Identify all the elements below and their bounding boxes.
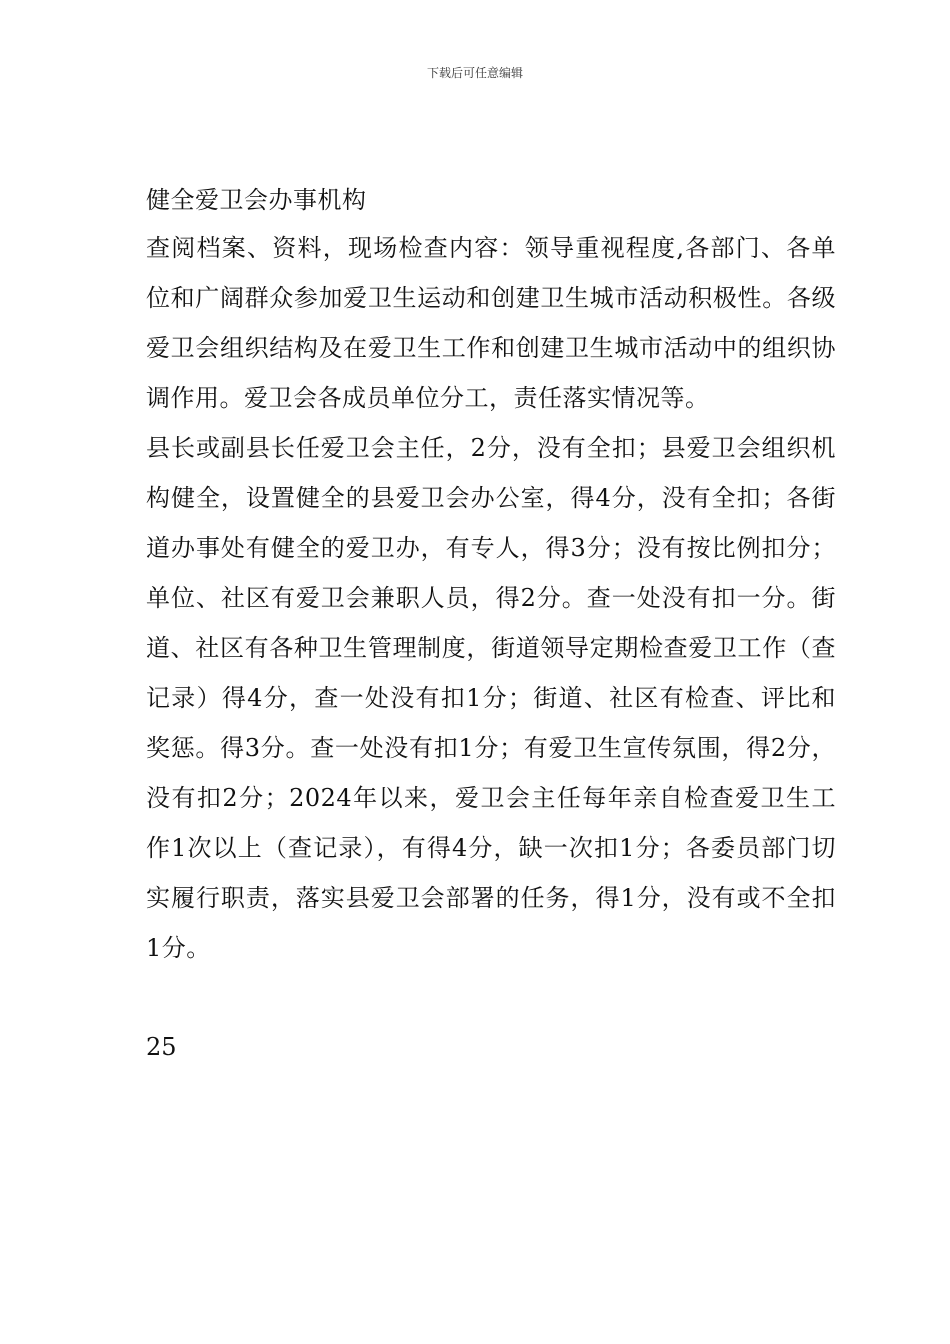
- page-header: 下载后可任意编辑: [426, 66, 523, 80]
- section-heading: 健全爱卫会办事机构: [146, 186, 367, 214]
- paragraph-inspection-content: 查阅档案、资料，现场检查内容：领导重视程度,各部门、各单位和广阔群众参加爱卫生运动和创建卫生城市活动积极性。各级爱卫会组织结构及在爱卫生工作和创建卫生城市活动中的组织协调作用。爱卫会各成员单位分工，责任落实情况等。: [146, 234, 836, 412]
- document-body: [146, 178, 836, 973]
- paragraph-scoring-criteria: 县长或副县长任爱卫会主任，2分，没有全扣；县爱卫会组织机构健全，设置健全的县爱卫会办公室，得4分，没有全扣；各街道办事处有健全的爱卫办，有专人，得3分；没有按比例扣分；单位、社区有爱卫会兼职人员，得2分。查一处没有扣一分。街道、社区有各种卫生管理制度，街道领导定期检查爱卫工作（查记录）得4分，查一处没有扣1分；街道、社区有检查、评比和奖惩。得3分。查一处没有扣1分；有爱卫生宣传氛围，得2分，没有扣2分；2024年以来，爱卫会主任每年亲自检查爱卫生工作1次以上（查记录），有得4分，缺一次扣1分；各委员部门切实履行职责，落实县爱卫会部署的任务，得1分，没有或不全扣1分。: [146, 434, 836, 962]
- page-number: 25: [146, 1033, 177, 1061]
